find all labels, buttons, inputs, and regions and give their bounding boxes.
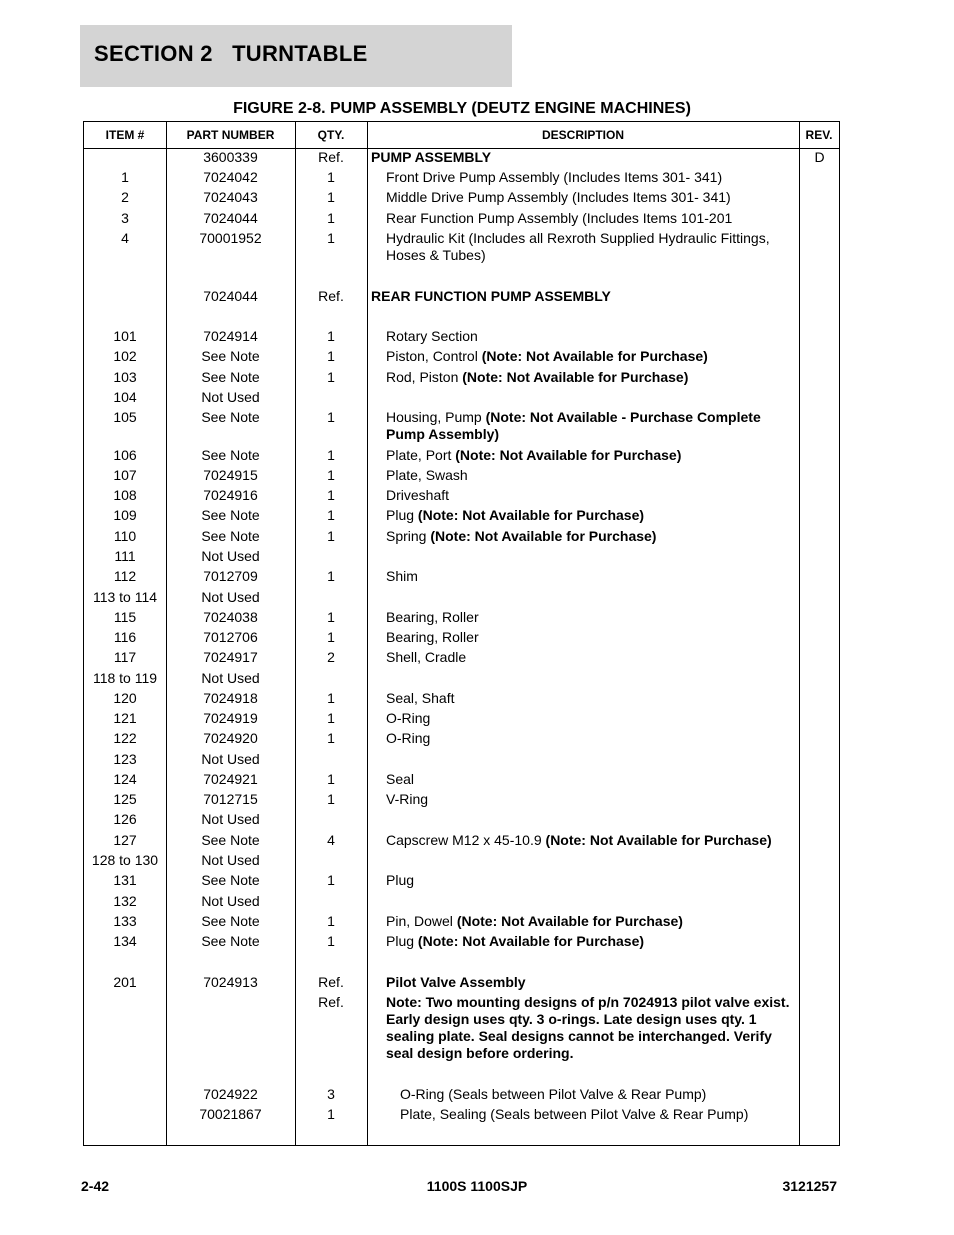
description-text: V-Ring [386, 791, 429, 807]
description-text: Plate, Swash [386, 467, 468, 483]
description-text: Front Drive Pump Assembly (Includes Items 301- 341) [386, 169, 723, 185]
column-divider [367, 122, 368, 1145]
description-cell [386, 507, 800, 524]
item-number-cell: 125 [113, 791, 137, 807]
part-number-cell: 7012709 [203, 568, 258, 584]
qty-cell: 1 [327, 629, 335, 645]
description-text: Capscrew M12 x 45-10.9 [386, 832, 546, 848]
part-number-cell: 7024921 [203, 771, 258, 787]
item-number-cell: 104 [113, 389, 137, 405]
part-number-cell: 70021867 [199, 1106, 262, 1122]
part-number-cell: See Note [201, 913, 260, 929]
description-cell [386, 348, 800, 365]
description-text: O-Ring [386, 730, 431, 746]
description-cell [386, 933, 800, 950]
description-cell [400, 1086, 800, 1103]
part-number-cell: See Note [201, 528, 260, 544]
description-cell [386, 230, 800, 264]
part-number-cell: 7024915 [203, 467, 258, 483]
description-cell [386, 832, 800, 849]
qty-cell: 1 [327, 487, 335, 503]
section-title: SECTION 2 TURNTABLE [94, 41, 368, 66]
description-text: Plug [386, 872, 415, 888]
part-number-cell: Not Used [201, 751, 260, 767]
qty-cell: 1 [327, 1106, 335, 1122]
item-number-cell: 128 to 130 [91, 852, 159, 868]
item-number-cell: 124 [113, 771, 137, 787]
description-bold-text: PUMP ASSEMBLY [371, 149, 492, 165]
description-text: Plate, Port [386, 447, 456, 463]
item-number-cell: 106 [113, 447, 137, 463]
header-part-number: PART NUMBER [186, 128, 275, 142]
header-description: DESCRIPTION [541, 128, 624, 142]
part-number-cell: 7024044 [203, 288, 258, 304]
part-number-cell: See Note [201, 933, 260, 949]
description-cell [386, 467, 800, 484]
part-number-cell: See Note [201, 832, 260, 848]
description-text: Spring [386, 528, 431, 544]
description-text: Seal, Shaft [386, 690, 455, 706]
part-number-cell: Not Used [201, 811, 260, 827]
description-bold-text: (Note: Not Available for Purchase) [456, 913, 683, 929]
description-cell [400, 1106, 800, 1123]
item-number-cell: 132 [113, 893, 137, 909]
part-number-cell: 7024914 [203, 328, 258, 344]
description-cell [386, 189, 800, 206]
qty-cell: 1 [327, 169, 335, 185]
item-number-cell: 134 [113, 933, 137, 949]
qty-cell: 1 [327, 710, 335, 726]
description-bold-text: (Note: Not Available for Purchase) [545, 832, 772, 848]
part-number-cell: 7024922 [203, 1086, 258, 1102]
description-cell [386, 629, 800, 646]
qty-cell: 1 [327, 447, 335, 463]
part-number-cell: Not Used [201, 548, 260, 564]
qty-cell: 1 [327, 872, 335, 888]
part-number-cell: 7012706 [203, 629, 258, 645]
item-number-cell: 105 [113, 409, 137, 425]
description-bold-text: (Note: Not Available for Purchase) [462, 369, 689, 385]
description-bold-text: (Note: Not Available for Purchase) [455, 447, 682, 463]
description-text: Rotary Section [386, 328, 478, 344]
part-number-cell: 7012715 [203, 791, 258, 807]
part-number-cell: 7024044 [203, 210, 258, 226]
item-number-cell: 109 [113, 507, 137, 523]
figure-title: FIGURE 2-8. PUMP ASSEMBLY (DEUTZ ENGINE MACHINES) [233, 100, 691, 117]
part-number-cell: 7024919 [203, 710, 258, 726]
part-number-cell: See Note [201, 447, 260, 463]
description-cell [386, 872, 800, 889]
item-number-cell: 201 [113, 974, 137, 990]
qty-cell: 1 [327, 189, 335, 205]
part-number-cell: 7024038 [203, 609, 258, 625]
qty-cell: 1 [327, 230, 335, 246]
part-number-cell: See Note [201, 409, 260, 425]
description-cell [386, 974, 800, 991]
description-text: O-Ring [386, 710, 431, 726]
part-number-cell: 7024918 [203, 690, 258, 706]
item-number-cell: 133 [113, 913, 137, 929]
description-text: Plug [386, 507, 418, 523]
part-number-cell: See Note [201, 507, 260, 523]
description-cell [386, 710, 800, 727]
qty-cell: 1 [327, 369, 335, 385]
qty-cell: 1 [327, 528, 335, 544]
item-number-cell: 126 [113, 811, 137, 827]
description-bold-text: (Note: Not Available for Purchase) [417, 507, 645, 523]
description-text: Shell, Cradle [386, 649, 467, 665]
qty-cell: 1 [327, 328, 335, 344]
part-number-cell: See Note [201, 369, 260, 385]
description-text: Seal [386, 771, 415, 787]
description-text: Piston, Control [386, 348, 482, 364]
item-number-cell: 3 [121, 210, 129, 226]
description-text: Housing, Pump [386, 409, 486, 425]
qty-cell: 1 [327, 568, 335, 584]
part-number-cell: Not Used [201, 670, 260, 686]
rev-cell: D [814, 149, 825, 165]
header-qty: QTY. [317, 128, 345, 142]
qty-cell: 1 [327, 210, 335, 226]
description-text: Plate, Sealing (Seals between Pilot Valve & Rear Pump) [400, 1106, 749, 1122]
item-number-cell: 120 [113, 690, 137, 706]
qty-cell: 1 [327, 348, 335, 364]
qty-cell: 1 [327, 467, 335, 483]
description-cell [386, 369, 800, 386]
qty-cell: 1 [327, 609, 335, 625]
item-number-cell: 113 to 114 [92, 589, 158, 605]
description-cell [386, 210, 800, 227]
description-text: Rod, Piston [386, 369, 463, 385]
qty-cell: 1 [327, 507, 335, 523]
part-number-cell: 7024917 [203, 649, 258, 665]
section-header [80, 25, 512, 87]
item-number-cell: 123 [113, 751, 137, 767]
qty-cell: Ref. [318, 288, 344, 304]
description-cell [386, 609, 800, 626]
part-number-cell: See Note [201, 872, 260, 888]
description-cell [386, 409, 800, 443]
description-cell [386, 649, 800, 666]
description-bold-text: REAR FUNCTION PUMP ASSEMBLY [371, 288, 611, 304]
description-bold-text: (Note: Not Available for Purchase) [430, 528, 657, 544]
description-cell [386, 487, 800, 504]
item-number-cell: 115 [113, 609, 137, 625]
qty-cell: 1 [327, 913, 335, 929]
item-number-cell: 102 [113, 348, 137, 364]
item-number-cell: 131 [113, 872, 137, 888]
description-cell [386, 169, 800, 186]
description-text: Rear Function Pump Assembly (Includes Items 101-201 [386, 210, 733, 226]
description-cell [386, 690, 800, 707]
part-number-cell: 7024916 [203, 487, 258, 503]
description-text: Driveshaft [386, 487, 450, 503]
description-cell [386, 791, 800, 808]
qty-cell: 1 [327, 933, 335, 949]
description-text: Hydraulic Kit (Includes all Rexroth Supplied Hydraulic Fittings, Hoses & Tubes) [386, 230, 770, 263]
part-number-cell: 7024913 [203, 974, 258, 990]
description-cell [386, 730, 800, 747]
item-number-cell: 107 [113, 467, 137, 483]
description-bold-text: Note: Two mounting designs of p/n 7024913 pilot valve exist. Early design uses qty. 3 o-rings. Late design uses qty. 1 sealing plate. Seal designs cannot be interchanged. Verify seal design before ordering. [386, 994, 790, 1061]
item-number-cell: 103 [113, 369, 137, 385]
description-bold-text: Pilot Valve Assembly [386, 974, 526, 990]
description-text: Shim [386, 568, 418, 584]
qty-cell: Ref. [318, 974, 344, 990]
item-number-cell: 112 [113, 568, 137, 584]
qty-cell: 4 [327, 832, 335, 848]
item-number-cell: 118 to 119 [92, 670, 158, 686]
qty-cell: Ref. [318, 149, 344, 165]
description-cell [386, 771, 800, 788]
qty-cell: 1 [327, 690, 335, 706]
description-bold-text: (Note: Not Available - Purchase Complete Pump Assembly) [386, 409, 761, 442]
qty-cell: 3 [327, 1086, 335, 1102]
description-bold-text: (Note: Not Available for Purchase) [417, 933, 645, 949]
description-cell [386, 568, 800, 585]
part-number-cell: 7024920 [203, 730, 258, 746]
model-number: 1100S 1100SJP [426, 1178, 528, 1194]
qty-cell: 1 [327, 409, 335, 425]
description-cell [386, 447, 800, 464]
qty-cell: 1 [327, 730, 335, 746]
item-number-cell: 122 [113, 730, 137, 746]
part-number-cell: 3600339 [203, 149, 258, 165]
page-number: 2-42 [81, 1178, 110, 1194]
description-cell [386, 913, 800, 930]
item-number-cell: 117 [113, 649, 137, 665]
item-number-cell: 111 [114, 548, 136, 564]
part-number-cell: 70001952 [199, 230, 262, 246]
part-number-cell: 7024042 [203, 169, 258, 185]
item-number-cell: 4 [121, 230, 129, 246]
item-number-cell: 121 [113, 710, 137, 726]
description-cell [371, 149, 800, 166]
qty-cell: Ref. [318, 994, 344, 1010]
part-number-cell: Not Used [201, 893, 260, 909]
part-number-cell: See Note [201, 348, 260, 364]
description-text: Middle Drive Pump Assembly (Includes Items 301- 341) [386, 189, 731, 205]
item-number-cell: 127 [113, 832, 137, 848]
document-number: 3121257 [782, 1178, 837, 1194]
part-number-cell: Not Used [201, 389, 260, 405]
description-cell [371, 288, 800, 305]
parts-table [83, 121, 840, 1146]
description-text: O-Ring (Seals between Pilot Valve & Rear Pump) [400, 1086, 707, 1102]
description-text: Plug [386, 933, 418, 949]
item-number-cell: 101 [113, 328, 137, 344]
part-number-cell: Not Used [201, 589, 260, 605]
item-number-cell: 108 [113, 487, 137, 503]
description-text: Bearing, Roller [386, 629, 479, 645]
part-number-cell: 7024043 [203, 189, 258, 205]
description-cell [386, 328, 800, 345]
description-bold-text: (Note: Not Available for Purchase) [481, 348, 708, 364]
header-item: ITEM # [105, 128, 145, 142]
part-number-cell: Not Used [201, 852, 260, 868]
description-cell [386, 528, 800, 545]
item-number-cell: 116 [113, 629, 137, 645]
qty-cell: 2 [327, 649, 335, 665]
description-text: Bearing, Roller [386, 609, 479, 625]
header-rev: REV. [805, 128, 833, 142]
qty-cell: 1 [327, 791, 335, 807]
item-number-cell: 2 [121, 189, 129, 205]
item-number-cell: 110 [113, 528, 137, 544]
description-cell [386, 994, 800, 1062]
qty-cell: 1 [327, 771, 335, 787]
item-number-cell: 1 [121, 169, 129, 185]
description-text: Pin, Dowel [386, 913, 457, 929]
